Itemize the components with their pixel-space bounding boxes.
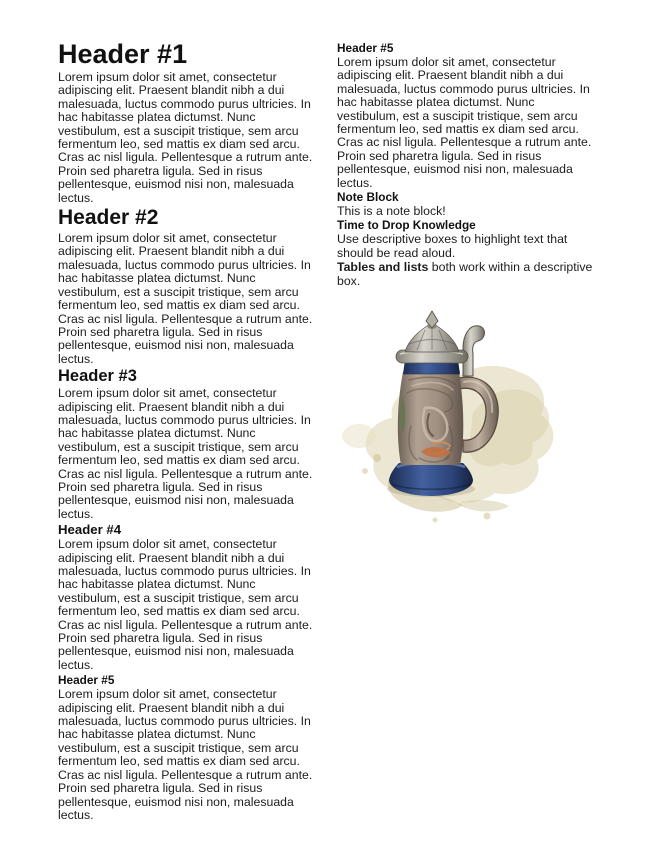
note-block-text: This is a note block! xyxy=(337,204,446,219)
header-1: Header #1 xyxy=(58,39,188,69)
paragraph-2: Lorem ipsum dolor sit amet, consectetur adipiscing elit. Praesent blandit nibh a dui malesuada, luctus commodo purus ultricies. In hac habitasse platea dictumst. Nunc vestibulum, est a suscipit tristique, sem arcu fermentum leo, sed mattis ex diam sed arcu. Cras ac nisl ligula. Pellentesque a rutrum ante. Proin sed pharetra ligula. Sed in risus pellentesque, euismod nisi non, malesuada lectus. xyxy=(58,231,313,366)
knowledge-text: Use descriptive boxes to highlight text that should be read aloud. xyxy=(337,232,568,260)
paragraph-1: Lorem ipsum dolor sit amet, consectetur adipiscing elit. Praesent blandit nibh a dui malesuada, luctus commodo purus ultricies. In hac habitasse platea dictumst. Nunc vestibulum, est a suscipit tristique, sem arcu fermentum leo, sed mattis ex diam sed arcu. Cras ac nisl ligula. Pellentesque a rutrum ante. Proin sed pharetra ligula. Sed in risus pellentesque, euismod nisi non, malesuada lectus. xyxy=(58,70,313,205)
paragraph-6: Lorem ipsum dolor sit amet, consectetur adipiscing elit. Praesent blandit nibh a dui malesuada, luctus commodo purus ultricies. In hac habitasse platea dictumst. Nunc vestibulum, est a suscipit tristique, sem arcu fermentum leo, sed mattis ex diam sed arcu. Cras ac nisl ligula. Pellentesque a rutrum ante. Proin sed pharetra ligula. Sed in risus pellentesque, euismod nisi non, malesuada lectus. xyxy=(337,55,592,190)
right-column xyxy=(337,40,593,823)
header-4: Header #4 xyxy=(58,522,122,538)
paragraph-3: Lorem ipsum dolor sit amet, consectetur adipiscing elit. Praesent blandit nibh a dui malesuada, luctus commodo purus ultricies. In hac habitasse platea dictumst. Nunc vestibulum, est a suscipit tristique, sem arcu fermentum leo, sed mattis ex diam sed arcu. Cras ac nisl ligula. Pellentesque a rutrum ante. Proin sed pharetra ligula. Sed in risus pellentesque, euismod nisi non, malesuada lectus. xyxy=(58,386,313,521)
header-2: Header #2 xyxy=(58,206,159,230)
tables-note-bold: Tables and lists xyxy=(337,260,429,275)
header-3: Header #3 xyxy=(58,367,137,386)
stein-base xyxy=(389,463,473,496)
header-5-right: Header #5 xyxy=(337,41,394,55)
header-5-left: Header #5 xyxy=(58,673,115,688)
beer-stein-illustration xyxy=(337,308,593,526)
tables-note xyxy=(337,261,593,288)
left-column xyxy=(58,40,314,823)
beer-stein-svg xyxy=(337,308,593,526)
note-block-heading: Note Block xyxy=(337,190,399,205)
paragraph-4: Lorem ipsum dolor sit amet, consectetur adipiscing elit. Praesent blandit nibh a dui malesuada, luctus commodo purus ultricies. In hac habitasse platea dictumst. Nunc vestibulum, est a suscipit tristique, sem arcu fermentum leo, sed mattis ex diam sed arcu. Cras ac nisl ligula. Pellentesque a rutrum ante. Proin sed pharetra ligula. Sed in risus pellentesque, euismod nisi non, malesuada lectus. xyxy=(58,537,313,672)
tables-note-rest: both work within a descriptive box. xyxy=(337,260,593,288)
knowledge-heading: Time to Drop Knowledge xyxy=(337,218,476,233)
paragraph-5: Lorem ipsum dolor sit amet, consectetur adipiscing elit. Praesent blandit nibh a dui malesuada, luctus commodo purus ultricies. In hac habitasse platea dictumst. Nunc vestibulum, est a suscipit tristique, sem arcu fermentum leo, sed mattis ex diam sed arcu. Cras ac nisl ligula. Pellentesque a rutrum ante. Proin sed pharetra ligula. Sed in risus pellentesque, euismod nisi non, malesuada lectus. xyxy=(58,687,313,822)
